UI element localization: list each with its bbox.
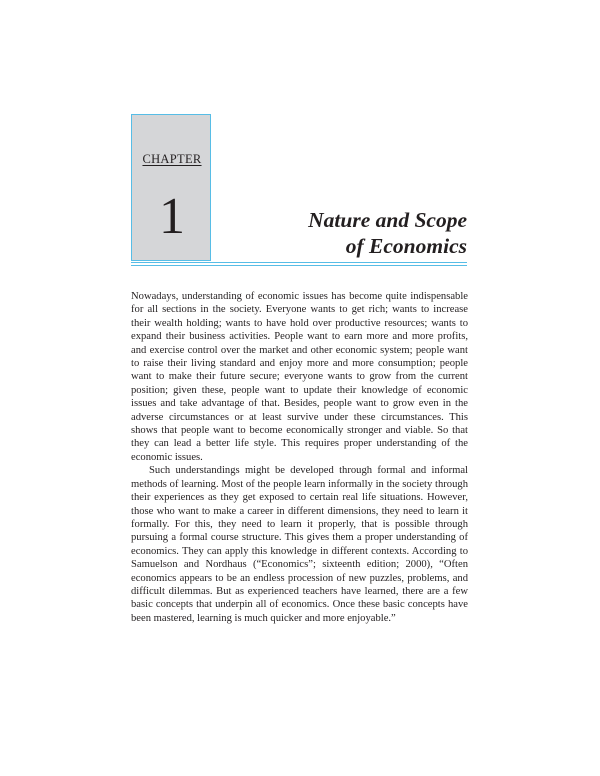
body-text [131, 290, 468, 625]
title-rule-top [131, 262, 467, 263]
chapter-title-line-2: of Economics [345, 234, 467, 258]
chapter-title-line-1: Nature and Scope [308, 208, 467, 232]
title-rule-bottom [131, 265, 467, 266]
chapter-box [131, 114, 211, 261]
chapter-label: CHAPTER [142, 152, 202, 166]
chapter-number: 1 [159, 188, 185, 245]
paragraph-1: Nowadays, understanding of economic issues has become quite indispensable for all sections in the society. Everyone wants to get rich; wants to increase their wealth holding; wants to have hold over productive resources; wants to expand their business activities. People want to earn more and more profits, and exercise control over the market and other economic system; people want to raise their living standard and enjoy more and more consumption; people want to make their future secure; everyone wants to grow from the current position; given these, people want to update their knowledge of economic issues and take advantage of that. Besides, people want to grow even in the adverse circumstances or at least survive under these circumstances. This shows that people want to become economically stronger and viable. So that they can lead a better life style. This requires proper understanding of the economic issues. [131, 291, 468, 463]
paragraph-2: Such understandings might be developed through formal and informal methods of learning. Most of the people learn informally in the society through their experiences as they get exposed to certain real life situations. However, those who want to make a career in different dimensions, they need to learn it formally. For this, they need to learn it properly, that is possible through pursuing a formal course structure. This gives them a proper understanding of economics. They can apply this knowledge in different contexts. According to Samuelson and Nordhaus (“Economics”; sixteenth edition; 2000), “Often economics appears to be an endless procession of new puzzles, problems, and difficult dilemmas. But as experienced teachers have learned, there are a few basic concepts that underpin all of economics. Once these basic concepts have been mastered, learning is much quicker and more enjoyable.” [131, 465, 468, 624]
chapter-title [308, 207, 467, 259]
